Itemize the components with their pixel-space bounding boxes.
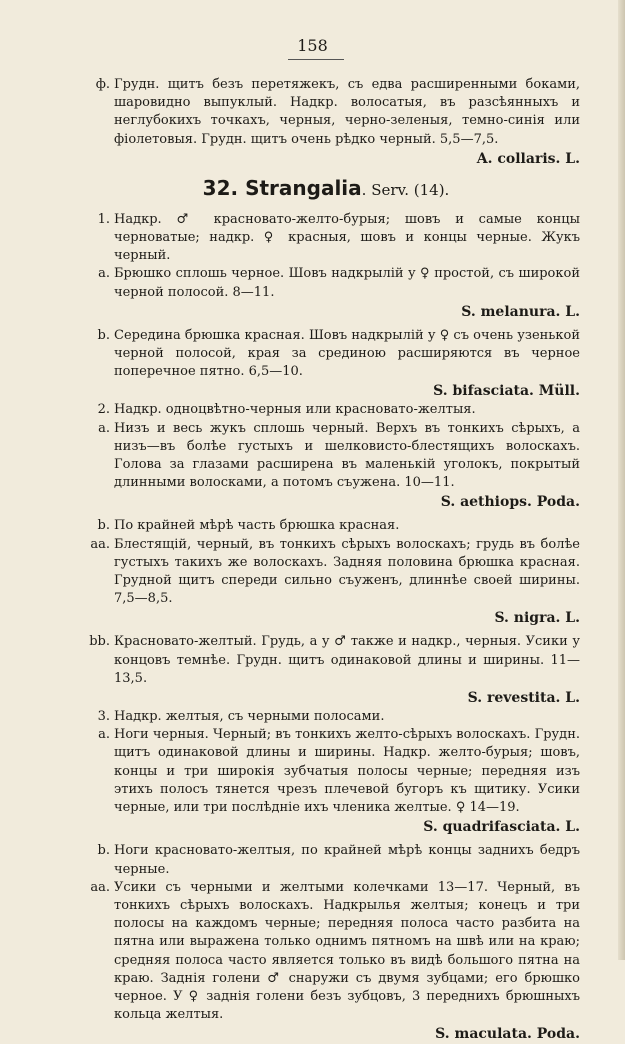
entry-key: aa.: [90, 879, 110, 895]
entry-key: b.: [97, 518, 110, 534]
entry-text: Усики съ черными и желтыми колечками 13—17. Черный, въ тонкихъ сѣрыхъ волоскахъ. Надкрылья желтыя; конецъ и три полосы на каждомъ черные; передняя полоса часто разбита на пятна или выражена только однимъ пятномъ на швѣ или на краю; средняя полоса часто является только въ видѣ большого пятна на краю. Заднія голени ♂ снаружи съ двумя зубцами; его брюшко черное. У ♀ заднія голени безъ зубцовъ, 3 переднихъ брюшныхъ кольца желтыя.: [114, 879, 580, 1023]
species-name: S. revestita. L.: [467, 690, 580, 707]
species-name: S. aethiops. Poda.: [440, 494, 580, 511]
species-name: S. maculata. Poda.: [435, 1026, 580, 1043]
page-content: [72, 76, 580, 1044]
entry-text: По крайней мѣрѣ часть брюшка красная.: [114, 518, 400, 534]
entry-text: Надкр. ♂ красновато-желто-бурыя; шовъ и самые концы черноватые; надкр. ♀ красныя, шовъ и концы черные. Жукъ черный.: [114, 211, 580, 264]
entry-text: Низъ и весь жукъ сплошь черный. Верхъ въ тонкихъ сѣрыхъ, а низъ—въ болѣе густыхъ и шелковисто-блестящихъ волоскахъ. Голова за глазами расширена въ маленькій уголокъ, покрытый длинными волосками, а потомъ съужена. 10—11.: [114, 420, 580, 491]
key-entry: [72, 327, 580, 402]
entry-key: b.: [97, 843, 110, 859]
entry-text: Брюшко сплошь черное. Шовъ надкрылій у ♀ простой, съ широкой черной полосой. 8—11.: [114, 266, 580, 300]
key-entry: [72, 211, 580, 266]
genus-author: . Serv. (14).: [361, 180, 450, 199]
entry-text: Середина брюшка красная. Шовъ надкрылій у ♀ съ очень узенькой черной полосой, края за срединою расширяются въ черное поперечное пятно. 6,5—10.: [114, 327, 580, 380]
section-heading: [72, 174, 580, 204]
entry-key: bb.: [89, 634, 110, 650]
entry-key: 3.: [97, 709, 110, 725]
key-entry: [72, 842, 580, 878]
entry-key: a.: [98, 420, 110, 436]
entry-key: b.: [97, 327, 110, 343]
key-entry: [72, 76, 580, 169]
key-entry: [72, 420, 580, 513]
entry-text: Блестящій, черный, въ тонкихъ сѣрыхъ волоскахъ; грудь въ болѣе густыхъ такихъ же волоскахъ. Задняя половина брюшка красная. Грудной щитъ спереди сильно съуженъ, длиннѣе своей ширины. 7,5—8,5.: [114, 536, 580, 607]
page-number: 158: [297, 36, 328, 55]
entry-text: Красновато-желтый. Грудь, а у ♂ также и надкр., черныя. Усики у концовъ темнѣе. Грудн. щитъ одинаковой длины и ширины. 11—13,5.: [114, 634, 580, 686]
entry-text: Ноги красновато-желтыя, по крайней мѣрѣ концы заднихъ бедръ черные.: [114, 843, 580, 877]
entry-text: Надкр. желтыя, съ черными полосами.: [114, 709, 385, 725]
entry-text: Надкр. одноцвѣтно-черныя или красновато-желтыя.: [114, 402, 476, 418]
species-name: S. bifasciata. Müll.: [433, 383, 580, 400]
key-entry: [72, 536, 580, 629]
entry-text: Грудн. щитъ безъ перетяжекъ, съ едва расширенными боками, шаровидно выпуклый. Надкр. волосатыя, въ разсѣянныхъ и неглубокихъ точкахъ, черныя, черно-зеленыя, темно-синія или фіолетовыя. Грудн. щитъ очень рѣдко черный. 5,5—7,5.: [114, 77, 580, 147]
entry-key: 2.: [97, 402, 110, 418]
species-name: S. nigra. L.: [494, 610, 580, 627]
species-name: A. collaris. L.: [476, 150, 580, 167]
key-entry: [72, 726, 580, 837]
entry-key: a.: [98, 266, 110, 282]
entry-text: Ноги черныя. Черный; въ тонкихъ желто-сѣрыхъ волоскахъ. Грудн. щитъ одинаковой длины и ширины. Надкр. желто-бурыя; шовъ, концы и три широкія зубчатыя полосы черные; передняя изъ этихъ полосъ тянется чрезъ плечевой бугоръ къ щитику. Усики черные, или три послѣдніе ихъ членика желтые. ♀ 14—19.: [114, 727, 580, 816]
entry-key: 1.: [97, 211, 110, 227]
key-entry: [72, 633, 580, 708]
species-name: S. melanura. L.: [461, 303, 580, 320]
page-edge: [618, 0, 625, 960]
entry-key: a.: [98, 727, 110, 743]
key-entry: [72, 879, 580, 1044]
key-entry: [72, 517, 580, 535]
key-entry: [72, 401, 580, 419]
section-number: 32.: [202, 175, 239, 200]
genus-name: Strangalia: [245, 175, 362, 200]
entry-key: aa.: [90, 536, 110, 552]
key-entry: [72, 708, 580, 726]
key-entry: [72, 265, 580, 321]
species-name: S. quadrifasciata. L.: [423, 819, 580, 836]
entry-key: ф.: [95, 77, 110, 92]
page-number-rule: [288, 59, 344, 60]
